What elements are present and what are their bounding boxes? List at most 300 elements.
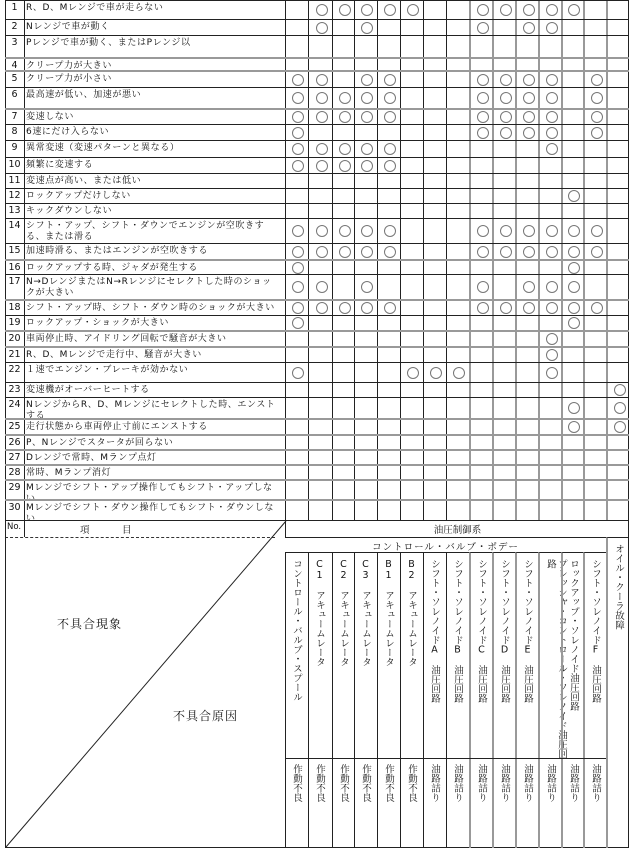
matrix-cell (561, 244, 583, 259)
matrix-cell (538, 451, 561, 464)
matrix-cell (469, 158, 492, 173)
matrix-cell (332, 316, 354, 330)
matrix-cell (400, 398, 423, 418)
table-row (5, 19, 629, 35)
matrix-cell (606, 466, 629, 479)
matrix-cell (332, 436, 354, 449)
circle-mark-icon (568, 262, 580, 274)
matrix-cell (561, 398, 583, 418)
matrix-cell (583, 158, 606, 173)
row-number: 18 (5, 301, 25, 315)
matrix-cell (492, 1, 515, 19)
matrix-cell (515, 72, 538, 87)
matrix-cell (377, 501, 400, 520)
matrix-cell (561, 481, 583, 499)
matrix-cell (446, 301, 469, 315)
circle-mark-icon (591, 246, 603, 258)
row-number: 22 (5, 363, 25, 382)
row-symptom: NレンジからR、D、Mレンジにセレクトした時、エンストする (26, 400, 276, 421)
right-border (628, 158, 629, 173)
matrix-cell (354, 88, 377, 108)
matrix-cell (606, 110, 629, 124)
matrix-cell (354, 420, 377, 434)
matrix-cell (285, 158, 308, 173)
column-failure-type: 油路詰り (499, 764, 510, 802)
matrix-cell (561, 466, 583, 479)
table-row (5, 188, 629, 203)
table-row (5, 479, 629, 504)
column-failure-type: 作動不良 (360, 764, 371, 802)
left-border (5, 383, 6, 397)
right-border (628, 316, 629, 330)
circle-mark-icon (546, 246, 558, 258)
matrix-cell (606, 363, 629, 382)
right-border (628, 219, 629, 243)
matrix-cell (446, 316, 469, 330)
table-row (5, 499, 629, 524)
matrix-cell (423, 316, 446, 330)
matrix-cell (354, 348, 377, 362)
left-border (5, 520, 6, 848)
circle-mark-icon (384, 246, 396, 258)
matrix-cell (423, 383, 446, 397)
circle-mark-icon (384, 4, 396, 16)
circle-mark-icon (523, 4, 535, 16)
matrix-cell (377, 244, 400, 259)
circle-mark-icon (384, 74, 396, 86)
header-block (5, 520, 629, 848)
matrix-cell (492, 363, 515, 382)
matrix-cell (583, 36, 606, 57)
left-border (5, 332, 6, 346)
matrix-cell (285, 348, 308, 362)
matrix-cell (285, 189, 308, 203)
row-number: 5 (5, 72, 25, 87)
matrix-cell (308, 363, 332, 382)
row-symptom: クリープ力が小さい (26, 74, 112, 84)
matrix-cell (583, 436, 606, 449)
matrix-cell (561, 204, 583, 218)
row-symptom: クリープ力が大きい (26, 61, 112, 71)
circle-mark-icon (591, 302, 603, 314)
matrix-cell (308, 88, 332, 108)
matrix-cell (515, 436, 538, 449)
right-border (628, 36, 629, 57)
matrix-cell (354, 1, 377, 19)
circle-mark-icon (568, 302, 580, 314)
matrix-cell (492, 59, 515, 70)
matrix-cell (400, 420, 423, 434)
matrix-cell (492, 189, 515, 203)
matrix-cell (492, 451, 515, 464)
table-row (5, 157, 629, 173)
row-number: 8 (5, 125, 25, 140)
row-number: 3 (5, 36, 25, 57)
column-header (285, 552, 308, 848)
matrix-cell (308, 36, 332, 57)
column-name: ロックアップ・ソレノイド油圧回路 (568, 559, 579, 711)
row-number: 13 (5, 204, 25, 218)
matrix-cell (606, 501, 629, 520)
column-header (308, 552, 332, 848)
row-number: 20 (5, 332, 25, 346)
table-row (5, 57, 629, 70)
right-border (628, 383, 629, 397)
matrix-cell (377, 466, 400, 479)
matrix-cell (308, 261, 332, 274)
matrix-cell (332, 1, 354, 19)
circle-mark-icon (384, 111, 396, 123)
table-row (5, 259, 629, 274)
matrix-cell (285, 204, 308, 218)
left-border (5, 174, 6, 188)
matrix-cell (332, 301, 354, 315)
matrix-cell (515, 451, 538, 464)
matrix-cell (332, 398, 354, 418)
matrix-cell (561, 316, 583, 330)
matrix-cell (561, 189, 583, 203)
circle-mark-icon (568, 190, 580, 202)
matrix-cell (492, 501, 515, 520)
matrix-cell (308, 204, 332, 218)
circle-mark-icon (523, 127, 535, 139)
left-border (5, 219, 6, 243)
circle-mark-icon (361, 4, 373, 16)
matrix-cell (354, 158, 377, 173)
matrix-cell (308, 219, 332, 243)
matrix-cell (469, 261, 492, 274)
matrix-cell (583, 398, 606, 418)
circle-mark-icon (361, 246, 373, 258)
matrix-cell (446, 275, 469, 299)
row-symptom: Dレンジで常時、Mランプ点灯 (26, 453, 157, 463)
matrix-cell (606, 125, 629, 140)
matrix-cell (400, 451, 423, 464)
matrix-cell (285, 244, 308, 259)
matrix-cell (377, 316, 400, 330)
matrix-cell (446, 174, 469, 188)
matrix-cell (583, 363, 606, 382)
group-header-cell (285, 520, 629, 537)
right-border (628, 174, 629, 188)
table-row (5, 330, 629, 346)
matrix-cell (515, 481, 538, 499)
matrix-cell (423, 88, 446, 108)
column-name: プレッシャ・コントロール・ソレノイド油圧回路 (545, 559, 567, 759)
no-header: No. (7, 522, 22, 532)
circle-mark-icon (546, 302, 558, 314)
matrix-cell (285, 383, 308, 397)
right-border (628, 189, 629, 203)
matrix-cell (285, 275, 308, 299)
left-border (5, 481, 6, 499)
matrix-cell (446, 189, 469, 203)
matrix-cell (538, 141, 561, 157)
matrix-cell (583, 88, 606, 108)
matrix-cell (583, 451, 606, 464)
circle-mark-icon (500, 111, 512, 123)
left-border (5, 261, 6, 274)
matrix-cell (354, 141, 377, 157)
matrix-cell (469, 451, 492, 464)
circle-mark-icon (339, 246, 351, 258)
matrix-cell (492, 275, 515, 299)
matrix-cell (332, 20, 354, 35)
matrix-cell (583, 174, 606, 188)
circle-mark-icon (523, 281, 535, 293)
left-border (5, 451, 6, 464)
right-border (628, 204, 629, 218)
right-border (628, 481, 629, 499)
row-symptom: 最高速が低い、加速が悪い (26, 90, 142, 100)
row-symptom: キックダウンしない (26, 206, 113, 216)
matrix-cell (285, 59, 308, 70)
right-border (628, 301, 629, 315)
matrix-cell (400, 141, 423, 157)
table-row (5, 397, 629, 421)
circle-mark-icon (292, 127, 304, 139)
matrix-cell (354, 219, 377, 243)
matrix-cell (423, 420, 446, 434)
circle-mark-icon (361, 92, 373, 104)
matrix-cell (492, 20, 515, 35)
matrix-cell (561, 420, 583, 434)
matrix-cell (515, 244, 538, 259)
table-row (5, 418, 629, 434)
matrix-cell (446, 20, 469, 35)
matrix-cell (469, 20, 492, 35)
matrix-cell (583, 20, 606, 35)
matrix-cell (561, 501, 583, 520)
column-failure-type: 油路詰り (568, 764, 579, 802)
matrix-cell (377, 332, 400, 346)
matrix-cell (308, 20, 332, 35)
matrix-cell (469, 332, 492, 346)
matrix-cell (400, 88, 423, 108)
row-symptom: ロックアップする時、ジャダが発生する (26, 263, 198, 273)
right-border (628, 520, 629, 848)
matrix-cell (538, 466, 561, 479)
matrix-cell (606, 189, 629, 203)
matrix-cell (469, 501, 492, 520)
circle-mark-icon (384, 160, 396, 172)
circle-mark-icon (407, 4, 419, 16)
row-symptom: 異常変速（変速パターンと異なる） (26, 143, 180, 153)
circle-mark-icon (523, 111, 535, 123)
column-failure-type: 油路詰り (590, 764, 601, 802)
matrix-cell (377, 398, 400, 418)
left-border (5, 244, 6, 259)
column-failure-type: 作動不良 (338, 764, 349, 802)
matrix-cell (446, 1, 469, 19)
column-header (606, 537, 629, 848)
table-row (5, 124, 629, 140)
circle-mark-icon (546, 333, 558, 345)
matrix-cell (377, 88, 400, 108)
matrix-cell (423, 363, 446, 382)
result-divider (285, 758, 606, 759)
group-title: 油圧制御系 (433, 525, 482, 536)
matrix-cell (308, 383, 332, 397)
matrix-cell (400, 261, 423, 274)
matrix-cell (561, 332, 583, 346)
column-header (446, 552, 469, 848)
matrix-cell (492, 398, 515, 418)
matrix-cell (400, 348, 423, 362)
matrix-cell (606, 301, 629, 315)
matrix-cell (446, 244, 469, 259)
matrix-cell (492, 72, 515, 87)
right-border (628, 141, 629, 157)
matrix-cell (400, 383, 423, 397)
matrix-cell (492, 316, 515, 330)
left-border (5, 204, 6, 218)
matrix-cell (285, 501, 308, 520)
matrix-cell (583, 204, 606, 218)
right-border (628, 420, 629, 434)
matrix-cell (606, 481, 629, 499)
matrix-cell (423, 261, 446, 274)
matrix-cell (492, 219, 515, 243)
matrix-cell (606, 219, 629, 243)
matrix-cell (285, 301, 308, 315)
matrix-cell (308, 1, 332, 19)
right-border (628, 261, 629, 274)
row-number: 17 (5, 275, 25, 299)
matrix-cell (538, 20, 561, 35)
matrix-cell (354, 383, 377, 397)
matrix-cell (308, 436, 332, 449)
symptom-label: 不具合現象 (57, 617, 123, 631)
matrix-cell (538, 36, 561, 57)
matrix-cell (332, 72, 354, 87)
matrix-cell (469, 466, 492, 479)
matrix-cell (354, 204, 377, 218)
matrix-cell (285, 20, 308, 35)
matrix-cell (492, 261, 515, 274)
subgroup-header-cell (285, 537, 606, 552)
left-border (5, 110, 6, 124)
matrix-cell (469, 174, 492, 188)
matrix-cell (400, 219, 423, 243)
matrix-cell (377, 275, 400, 299)
matrix-cell (308, 189, 332, 203)
circle-mark-icon (546, 225, 558, 237)
matrix-cell (285, 466, 308, 479)
circle-mark-icon (614, 384, 626, 396)
row-number: 1 (5, 1, 25, 19)
row-symptom: 変速点が高い、または低い (26, 176, 142, 186)
matrix-cell (515, 88, 538, 108)
circle-mark-icon (292, 246, 304, 258)
row-number: 26 (5, 436, 25, 449)
matrix-cell (354, 301, 377, 315)
matrix-cell (469, 244, 492, 259)
matrix-cell (332, 451, 354, 464)
matrix-cell (423, 348, 446, 362)
circle-mark-icon (361, 281, 373, 293)
circle-mark-icon (316, 160, 328, 172)
matrix-cell (354, 125, 377, 140)
circle-mark-icon (477, 225, 489, 237)
matrix-cell (515, 125, 538, 140)
table-row (5, 274, 629, 299)
row-number: 29 (5, 481, 25, 499)
matrix-cell (377, 348, 400, 362)
matrix-cell (332, 219, 354, 243)
column-header (400, 552, 423, 848)
left-border (5, 301, 6, 315)
row-number: 7 (5, 110, 25, 124)
matrix-cell (400, 332, 423, 346)
matrix-cell (332, 261, 354, 274)
matrix-cell (377, 363, 400, 382)
matrix-cell (400, 204, 423, 218)
matrix-cell (469, 398, 492, 418)
matrix-cell (538, 204, 561, 218)
matrix-cell (332, 348, 354, 362)
matrix-cell (446, 36, 469, 57)
matrix-cell (446, 158, 469, 173)
circle-mark-icon (477, 111, 489, 123)
circle-mark-icon (591, 127, 603, 139)
circle-mark-icon (477, 127, 489, 139)
matrix-cell (446, 398, 469, 418)
row-symptom: ロックアップだけしない (26, 191, 131, 201)
matrix-cell (446, 451, 469, 464)
matrix-cell (561, 141, 583, 157)
matrix-cell (561, 59, 583, 70)
matrix-cell (538, 348, 561, 362)
column-failure-type: 作動不良 (406, 764, 417, 802)
circle-mark-icon (477, 92, 489, 104)
left-border (5, 348, 6, 362)
matrix-cell (285, 481, 308, 499)
matrix-cell (583, 261, 606, 274)
table-row (5, 87, 629, 108)
row-number: 25 (5, 420, 25, 434)
circle-mark-icon (477, 281, 489, 293)
circle-mark-icon (339, 111, 351, 123)
row-number: 16 (5, 261, 25, 274)
column-name: C3 アキュームレータ (360, 559, 371, 667)
matrix-cell (423, 398, 446, 418)
matrix-cell (561, 363, 583, 382)
matrix-cell (308, 125, 332, 140)
matrix-cell (332, 332, 354, 346)
row-symptom: Nレンジで車が動く (26, 22, 110, 32)
matrix-cell (469, 275, 492, 299)
matrix-cell (492, 332, 515, 346)
matrix-cell (469, 348, 492, 362)
matrix-cell (515, 332, 538, 346)
matrix-cell (538, 1, 561, 19)
matrix-cell (423, 36, 446, 57)
matrix-cell (308, 332, 332, 346)
matrix-cell (446, 204, 469, 218)
circle-mark-icon (292, 281, 304, 293)
column-header (423, 552, 446, 848)
column-failure-type: 作動不良 (314, 764, 325, 802)
matrix-cell (423, 332, 446, 346)
column-header (354, 552, 377, 848)
matrix-cell (332, 189, 354, 203)
matrix-cell (377, 125, 400, 140)
matrix-cell (515, 158, 538, 173)
column-header (377, 552, 400, 848)
row-symptom: 車両停止時、アイドリング回転で騒音が大きい (26, 334, 227, 344)
matrix-cell (538, 383, 561, 397)
